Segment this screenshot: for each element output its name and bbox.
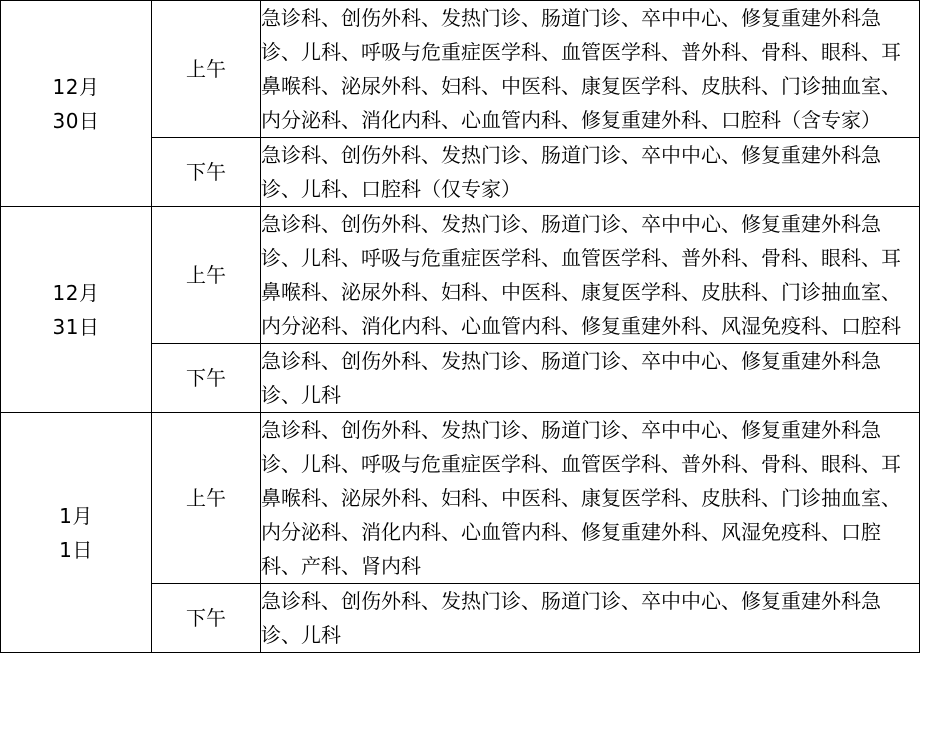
department-list <box>261 207 920 344</box>
department-text: 急诊科、创伤外科、发热门诊、肠道门诊、卒中中心、修复重建外科急诊、儿科 <box>261 589 881 647</box>
table-row <box>1 413 920 584</box>
department-text: 急诊科、创伤外科、发热门诊、肠道门诊、卒中中心、修复重建外科急诊、儿科 <box>261 349 881 407</box>
period-label: 上午 <box>152 1 261 138</box>
period-label: 下午 <box>152 138 261 207</box>
period-label: 上午 <box>152 413 261 584</box>
department-list <box>261 344 920 413</box>
date-cell <box>1 1 152 207</box>
department-list <box>261 1 920 138</box>
date-cell <box>1 413 152 653</box>
table-row <box>1 1 920 138</box>
period-label: 下午 <box>152 584 261 653</box>
table-body <box>1 1 920 653</box>
date-line-2: 30日 <box>52 108 100 133</box>
date-line-1: 12月 <box>52 74 100 99</box>
department-text: 急诊科、创伤外科、发热门诊、肠道门诊、卒中中心、修复重建外科急诊、儿科、口腔科（仅专家） <box>261 143 881 201</box>
table-row <box>1 207 920 344</box>
date-cell <box>1 207 152 413</box>
department-list <box>261 138 920 207</box>
period-label: 下午 <box>152 344 261 413</box>
department-text: 急诊科、创伤外科、发热门诊、肠道门诊、卒中中心、修复重建外科急诊、儿科、呼吸与危重症医学科、血管医学科、普外科、骨科、眼科、耳鼻喉科、泌尿外科、妇科、中医科、康复医学科、皮肤科、门诊抽血室、内分泌科、消化内科、心血管内科、修复重建外科、风湿免疫科、口腔科 <box>261 212 901 338</box>
date-line-2: 1日 <box>59 537 93 562</box>
date-line-2: 31日 <box>52 314 100 339</box>
department-list <box>261 413 920 584</box>
department-list <box>261 584 920 653</box>
date-line-1: 1月 <box>59 503 93 528</box>
department-text: 急诊科、创伤外科、发热门诊、肠道门诊、卒中中心、修复重建外科急诊、儿科、呼吸与危重症医学科、血管医学科、普外科、骨科、眼科、耳鼻喉科、泌尿外科、妇科、中医科、康复医学科、皮肤科、门诊抽血室、内分泌科、消化内科、心血管内科、修复重建外科、风湿免疫科、口腔科、产科、肾内科 <box>261 418 901 578</box>
period-label: 上午 <box>152 207 261 344</box>
date-line-1: 12月 <box>52 280 100 305</box>
department-text: 急诊科、创伤外科、发热门诊、肠道门诊、卒中中心、修复重建外科急诊、儿科、呼吸与危重症医学科、血管医学科、普外科、骨科、眼科、耳鼻喉科、泌尿外科、妇科、中医科、康复医学科、皮肤科、门诊抽血室、内分泌科、消化内科、心血管内科、修复重建外科、口腔科（含专家） <box>261 6 901 132</box>
